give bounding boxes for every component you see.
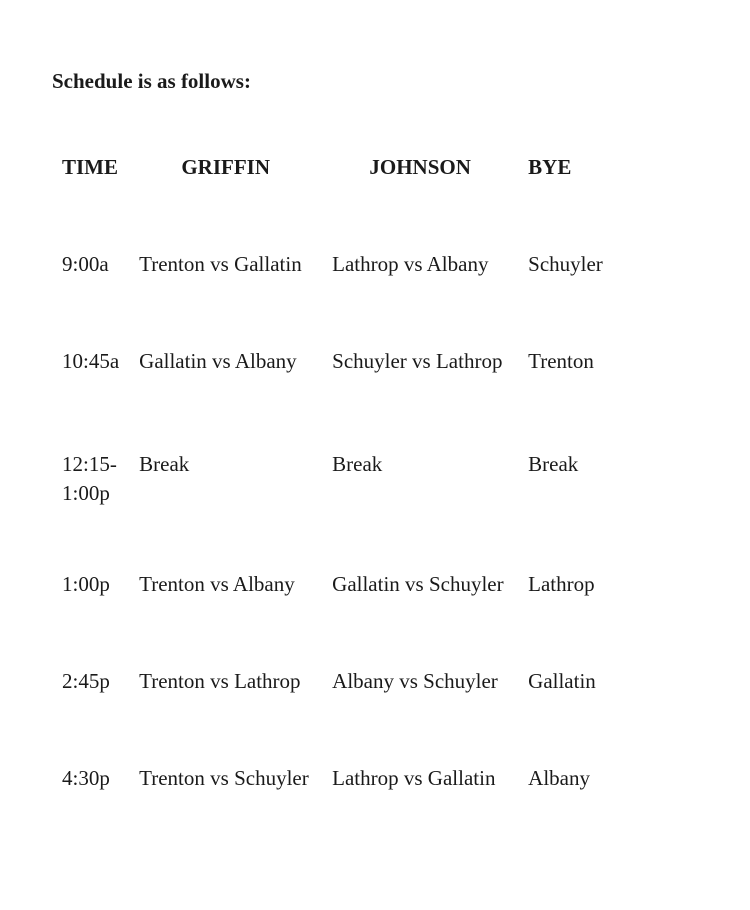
table-row xyxy=(52,337,613,434)
header-bye: BYE xyxy=(528,155,572,179)
header-griffin: GRIFFIN xyxy=(181,155,270,179)
bye-cell: Break xyxy=(528,452,579,476)
table-row xyxy=(52,754,613,851)
time-cell: 4:30p xyxy=(62,766,110,790)
griffin-cell: Break xyxy=(139,452,190,476)
schedule-intro: Schedule is as follows: xyxy=(52,69,251,93)
header-row xyxy=(52,140,613,240)
griffin-cell: Trenton vs Lathrop xyxy=(139,669,301,693)
header-johnson: JOHNSON xyxy=(369,155,471,179)
schedule-table xyxy=(52,140,613,851)
johnson-cell: Schuyler vs Lathrop xyxy=(332,349,503,373)
header-time: TIME xyxy=(62,155,119,179)
johnson-cell: Break xyxy=(332,452,383,476)
johnson-cell: Lathrop vs Albany xyxy=(332,252,489,276)
time-cell: 2:45p xyxy=(62,669,110,693)
griffin-cell: Trenton vs Gallatin xyxy=(139,252,302,276)
griffin-cell: Trenton vs Schuyler xyxy=(139,766,309,790)
time-cell: 1:00p xyxy=(62,572,110,596)
time-cell: 10:45a xyxy=(62,349,120,373)
johnson-cell: Lathrop vs Gallatin xyxy=(332,766,496,790)
table-row xyxy=(52,240,613,337)
bye-cell: Trenton xyxy=(528,349,594,373)
bye-cell: Schuyler xyxy=(528,252,603,276)
time-cell: 9:00a xyxy=(62,252,109,276)
griffin-cell: Gallatin vs Albany xyxy=(139,349,297,373)
griffin-cell: Trenton vs Albany xyxy=(139,572,295,596)
johnson-cell: Gallatin vs Schuyler xyxy=(332,572,504,596)
johnson-cell: Albany vs Schuyler xyxy=(332,669,498,693)
time-cell: 12:15-1:00p xyxy=(62,452,117,505)
table-row xyxy=(52,560,613,657)
bye-cell: Albany xyxy=(528,766,590,790)
table-row xyxy=(52,657,613,754)
bye-cell: Gallatin xyxy=(528,669,596,693)
bye-cell: Lathrop xyxy=(528,572,595,596)
table-row xyxy=(52,434,613,560)
